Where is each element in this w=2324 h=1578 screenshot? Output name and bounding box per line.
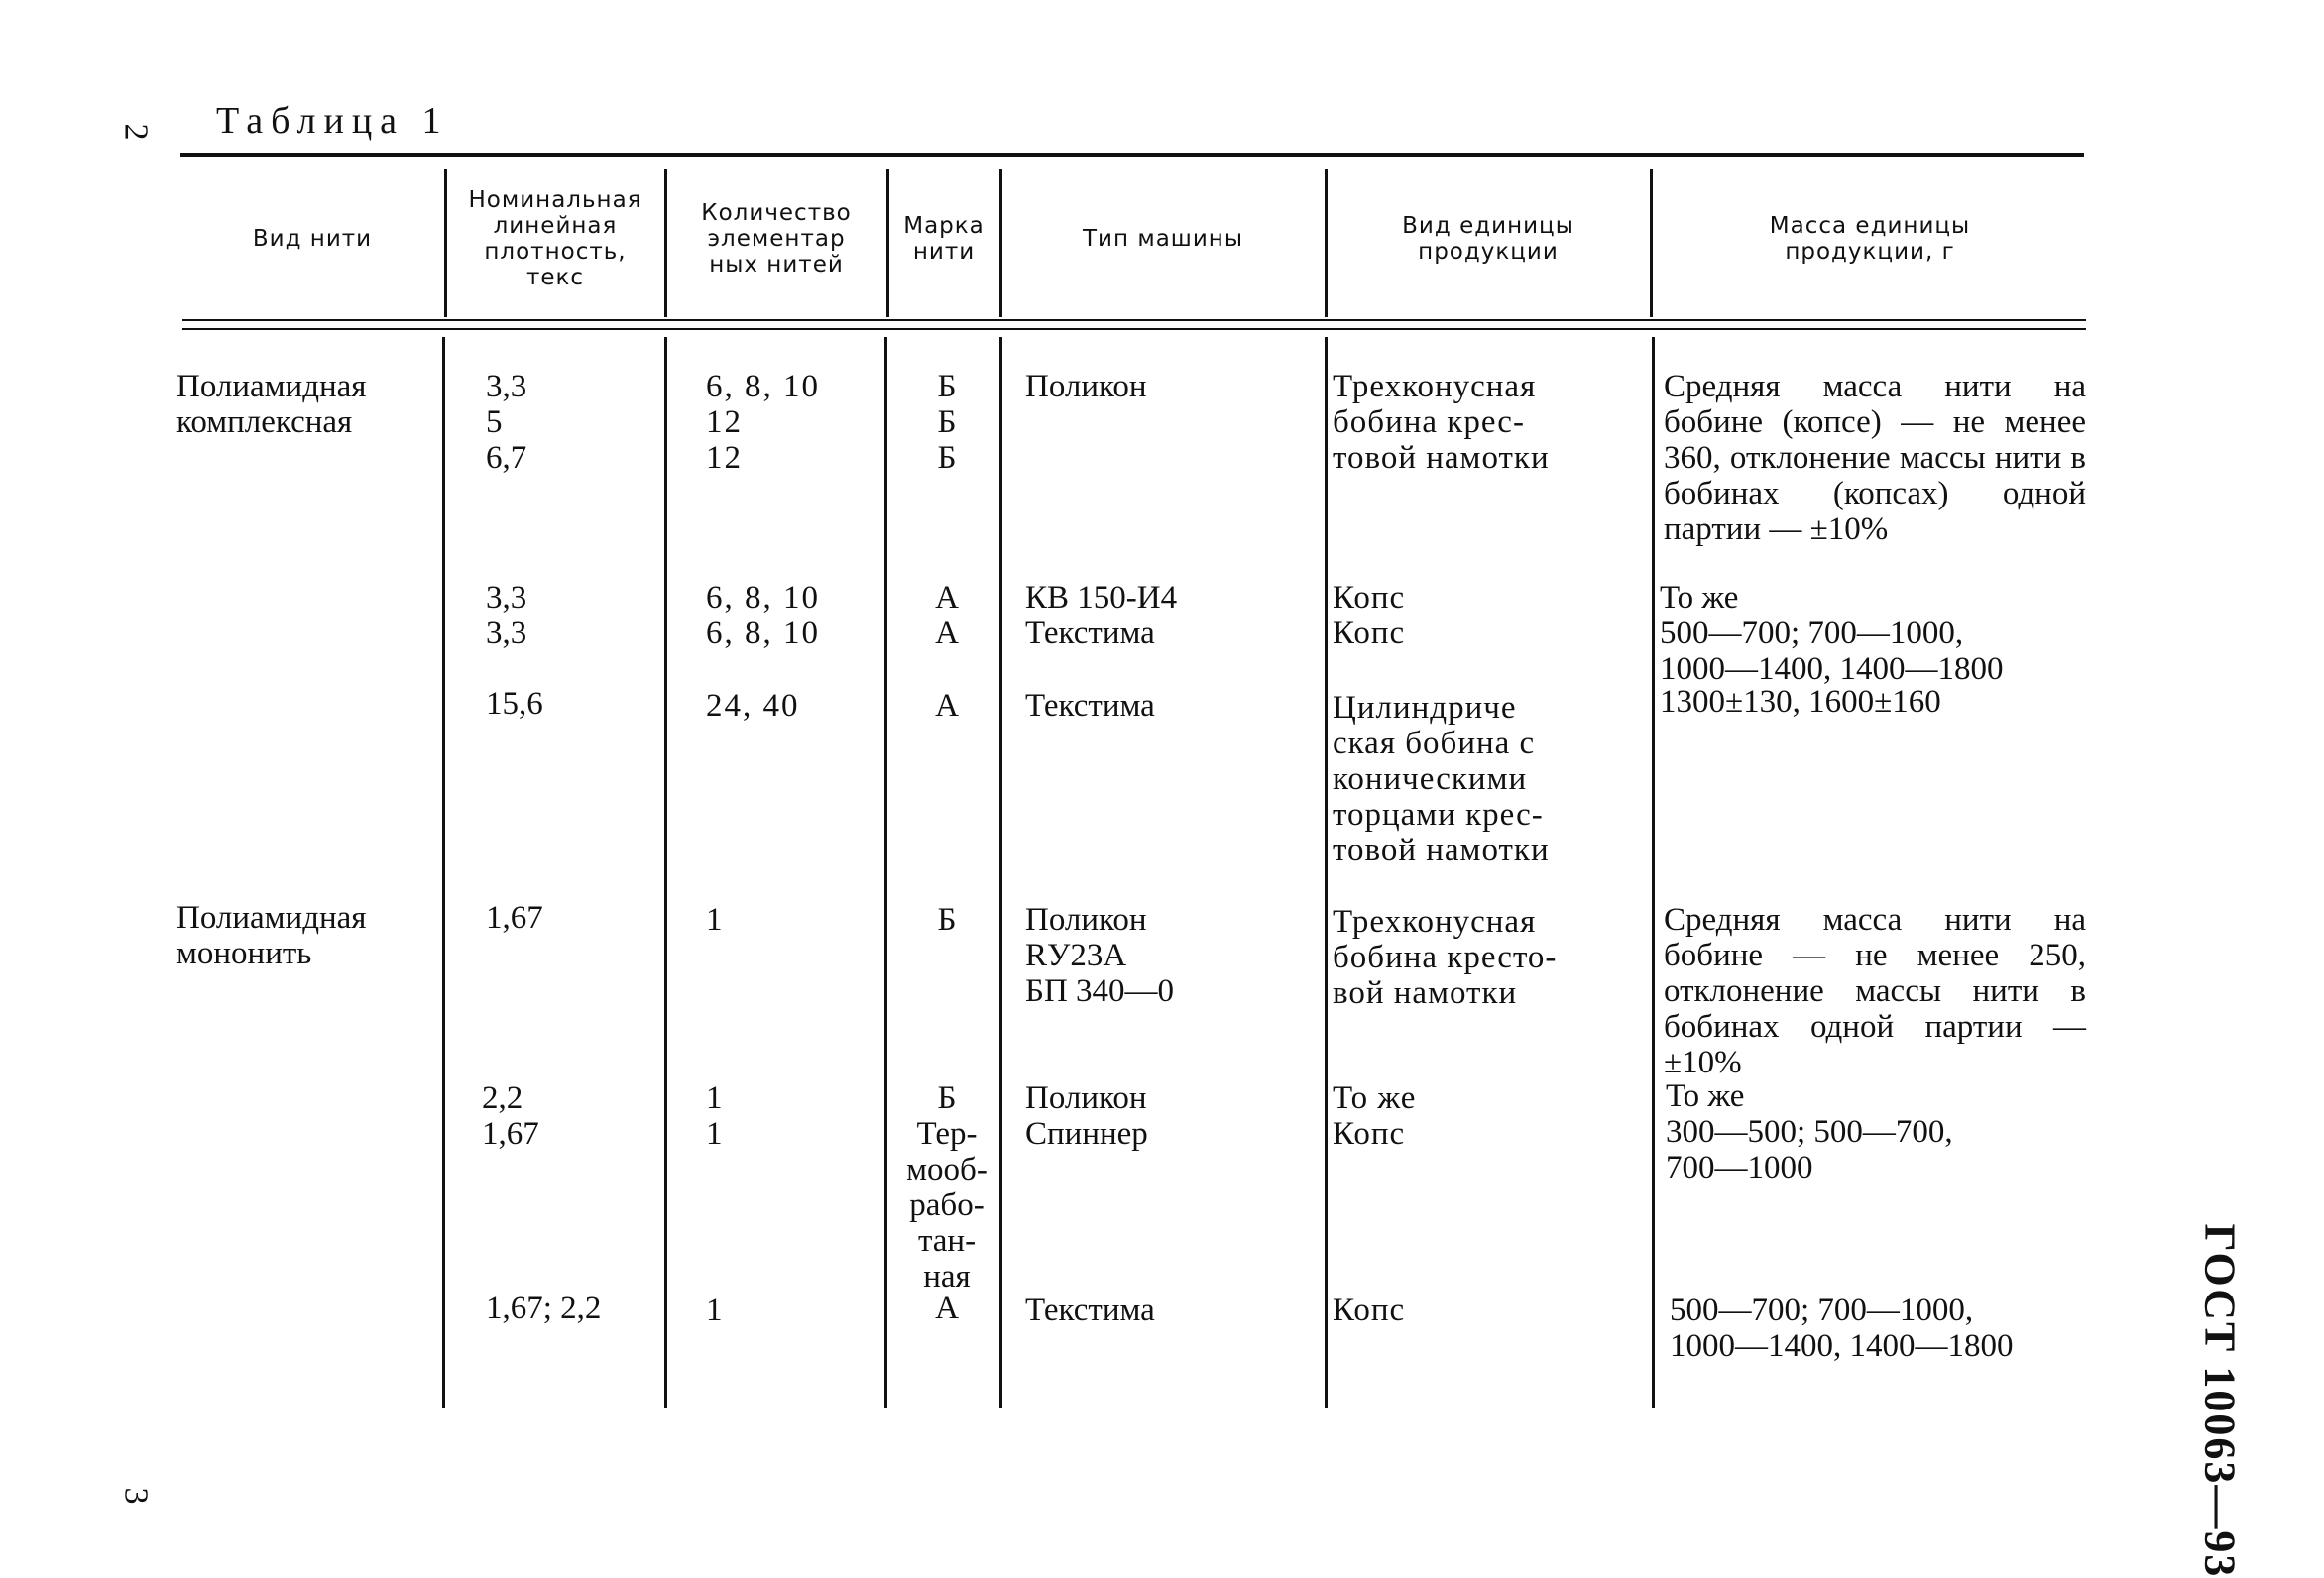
column-divider (664, 169, 667, 317)
cell-thread-mark: Б Б Б (937, 369, 957, 476)
cell-thread-type: Полиамидная комплексная (176, 369, 367, 440)
header-product-unit: Вид единицы продукции (1402, 213, 1574, 265)
cell-filament-count: 1 (706, 902, 725, 938)
column-divider (1325, 169, 1328, 317)
page-number-bottom: 3 (117, 1487, 155, 1505)
page-number-top: 2 (117, 123, 155, 141)
cell-thread-mark: А А (935, 580, 959, 651)
header-linear-density: Номинальная линейная плотность, текс (468, 187, 642, 290)
column-divider (1325, 337, 1328, 1408)
cell-product-unit: То же Копс (1333, 1080, 1417, 1152)
cell-product-unit: Копс Копс (1333, 580, 1406, 651)
cell-filament-count: 1 1 (706, 1080, 725, 1152)
cell-thread-mark: Б (937, 902, 957, 938)
cell-filament-count: 6, 8, 10 12 12 (706, 369, 820, 476)
cell-product-unit: Трехконусная бобина кресто- вой намотки (1333, 904, 1558, 1011)
cell-product-unit: Трехконусная бобина крес- товой намотки (1333, 369, 1550, 476)
cell-unit-mass: 500—700; 700—1000, 1000—1400, 1400—1800 (1670, 1293, 2014, 1364)
document-id: ГОСТ 10063—93 (2195, 1223, 2245, 1578)
cell-machine-type: Текстима (1025, 688, 1155, 724)
header-machine-type: Тип машины (1083, 226, 1243, 252)
cell-filament-count: 1 (706, 1293, 725, 1328)
column-divider (664, 337, 667, 1408)
cell-thread-mark: Б Тер- мооб- рабо- тан- ная (906, 1080, 988, 1295)
cell-unit-mass: То же 500—700; 700—1000, 1000—1400, 1400—1800 (1660, 580, 2004, 687)
cell-linear-density: 3,3 5 6,7 (486, 369, 527, 476)
column-divider (884, 337, 887, 1408)
cell-product-unit: Копс (1333, 1293, 1406, 1328)
cell-filament-count: 6, 8, 10 6, 8, 10 (706, 580, 820, 651)
cell-linear-density: 1,67; 2,2 (486, 1291, 602, 1326)
column-divider (1652, 337, 1655, 1408)
header-filament-count: Количество элементар ных нитей (701, 200, 852, 278)
cell-thread-type: Полиамидная мононить (176, 900, 367, 971)
header-bottom-rule-double (182, 328, 2086, 330)
column-divider (444, 169, 447, 317)
cell-unit-mass: То же 300—500; 500—700, 700—1000 (1666, 1078, 1953, 1185)
column-divider (886, 169, 889, 317)
cell-unit-mass: Средняя масса нити на бобине (копсе) — не менее 360, отклонение массы нити в бобинах (копсах) одной партии — ±10% (1664, 369, 2086, 547)
cell-thread-mark: А (935, 1291, 959, 1326)
cell-linear-density: 1,67 (486, 900, 543, 936)
cell-linear-density: 2,2 1,67 (482, 1080, 539, 1152)
cell-product-unit: Цилиндриче ская бобина с коническими торцами крес- товой намотки (1333, 690, 1550, 868)
cell-machine-type: КВ 150-И4 Текстима (1025, 580, 1178, 651)
cell-linear-density: 3,3 3,3 (486, 580, 527, 651)
cell-unit-mass: 1300±130, 1600±160 (1660, 684, 1941, 720)
cell-machine-type: Поликон (1025, 369, 1147, 404)
cell-thread-mark: А (935, 688, 959, 724)
column-divider (999, 169, 1002, 317)
column-divider (442, 337, 445, 1408)
cell-machine-type: Поликон Спиннер (1025, 1080, 1148, 1152)
table-top-rule (180, 153, 2084, 157)
header-unit-mass: Масса единицы продукции, г (1769, 213, 1971, 265)
column-divider (1650, 169, 1653, 317)
cell-machine-type: Текстима (1025, 1293, 1155, 1328)
table-title: Таблица 1 (216, 100, 449, 142)
cell-machine-type: Поликон RУ23А БП 340—0 (1025, 902, 1175, 1009)
header-thread-type: Вид нити (252, 226, 373, 252)
header-bottom-rule (182, 319, 2086, 321)
cell-linear-density: 15,6 (486, 686, 543, 722)
header-thread-mark: Марка нити (903, 213, 985, 265)
cell-unit-mass: Средняя масса нити на бобине — не менее 250, отклонение массы нити в бобинах одной партии — ±10% (1664, 902, 2086, 1080)
cell-filament-count: 24, 40 (706, 688, 800, 724)
